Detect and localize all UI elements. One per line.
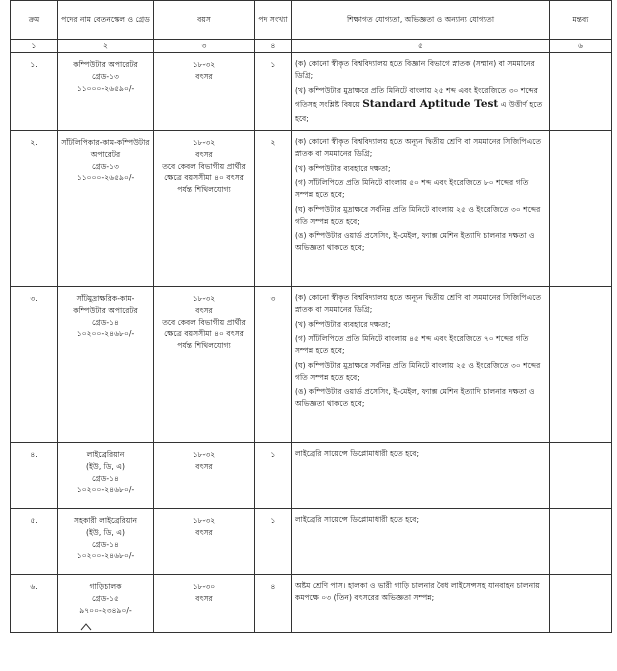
table-row (11, 575, 612, 633)
post-cell (58, 575, 154, 633)
column-number: ৩ (154, 40, 255, 53)
post-cell (58, 509, 154, 575)
qualification-item: (ক) কোনো স্বীকৃত বিশ্ববিদ্যালয় হতে বিজ্ঞান বিভাগে স্নাতক (সম্মান) বা সমমানের ডিগ্রি; (295, 59, 535, 80)
age-relaxation-note: তবে কেবল বিভাগীয় প্রার্থীর ক্ষেত্রে বয়সসীমা ৪০ বৎসর পর্যন্ত শিথিলযোগ্য (162, 161, 246, 195)
qualification-english-term: Standard Aptitude Test (362, 98, 499, 111)
qualification-cell (292, 509, 550, 575)
recruitment-table (10, 0, 612, 633)
count-cell: ৩ (255, 287, 292, 443)
serial-cell: ৬. (11, 575, 58, 633)
age-cell (154, 131, 255, 287)
table-row (11, 287, 612, 443)
qualification-item: (গ) সাঁটলিপিতে প্রতি মিনিটে বাংলায় ৪৫ শব্দ এবং ইংরেজিতে ৭০ শব্দের গতি সম্পন্ন হতে হবে; (295, 334, 529, 356)
remarks-cell (550, 131, 612, 287)
post-title: সাঁটমুদ্রাক্ষরিক-কাম-কম্পিউটার অপারেটর (73, 294, 138, 315)
qualification-item: লাইব্রেরি সায়েন্সে ডিপ্লোমাধারী হতে হবে; (295, 449, 420, 458)
age-cell (154, 53, 255, 131)
table-row (11, 509, 612, 575)
serial-cell: ৪. (11, 443, 58, 509)
remarks-cell (550, 509, 612, 575)
table-row (11, 53, 612, 131)
age-cell (154, 509, 255, 575)
post-cell (58, 53, 154, 131)
serial-cell: ৫. (11, 509, 58, 575)
qualification-item: (ক) কোনো স্বীকৃত বিশ্ববিদ্যালয় হতে অন্যূন দ্বিতীয় শ্রেণি বা সমমানের সিজিপিএতে স্নাতক বা সমমানের ডিগ্রি; (295, 293, 542, 314)
post-cell (58, 131, 154, 287)
post-title: গাড়িচালক (89, 582, 122, 591)
qualification-item: (খ) কম্পিউটার ব্যবহারে দক্ষতা; (295, 319, 391, 329)
post-title: কম্পিউটার অপারেটর (73, 60, 138, 69)
remarks-cell (550, 443, 612, 509)
age-range: ১৮-৩২ (192, 450, 216, 459)
age-range: ১৮-৩২ (192, 138, 216, 147)
column-number: ৪ (255, 40, 292, 53)
qualification-item (295, 85, 546, 125)
header-count: পদ সংখ্যা (255, 1, 292, 40)
age-range: ১৮-৩০ (192, 582, 216, 591)
count-cell: ১ (255, 509, 292, 575)
post-grade: গ্রেড-১৩ (92, 161, 119, 171)
age-range: ১৮-৩২ (192, 516, 216, 525)
age-unit: বৎসর (195, 461, 213, 471)
header-age: বয়স (154, 1, 255, 40)
age-cell (154, 443, 255, 509)
age-relaxation-note: তবে কেবল বিভাগীয় প্রার্থীর ক্ষেত্রে বয়সসীমা ৪০ বৎসর পর্যন্ত শিথিলযোগ্য (162, 317, 246, 351)
qualification-cell (292, 53, 550, 131)
table-row (11, 443, 612, 509)
qualification-item: অষ্টম শ্রেণি পাস। হালকা ও ভারী গাড়ি চালনার বৈধ লাইসেন্সসহ যানবাহন চালনায় কমপক্ষে ০৩ (তিন) বৎসরের অভিজ্ঞতা সম্পন্ন; (295, 581, 540, 602)
age-unit: বৎসর (195, 149, 213, 159)
qualification-item: (ক) কোনো স্বীকৃত বিশ্ববিদ্যালয় হতে অন্যূন দ্বিতীয় শ্রেণি বা সমমানের সিজিপিএতে স্নাতক বা সমমানের ডিগ্রি; (295, 137, 542, 158)
remarks-cell (550, 287, 612, 443)
column-number: ২ (58, 40, 154, 53)
age-range: ১৮-৩২ (192, 294, 216, 303)
post-grade: গ্রেড-১৩ (92, 71, 119, 81)
age-cell (154, 287, 255, 443)
post-cell (58, 287, 154, 443)
post-department: (ইউ, ডি, এ) (86, 527, 125, 537)
column-number: ৫ (292, 40, 550, 53)
header-qualifications: শিক্ষাগত যোগ্যতা, অভিজ্ঞতা ও অন্যান্য যোগ্যতা (292, 1, 550, 40)
count-cell: ১ (255, 53, 292, 131)
post-scale: ৯৭০০-২৩৪৯০/- (79, 605, 132, 615)
age-unit: বৎসর (195, 527, 213, 537)
age-unit: বৎসর (195, 593, 213, 603)
post-title: সাঁটলিপিকার-কাম-কম্পিউটার অপারেটর (61, 138, 150, 159)
header-remarks: মন্তব্য (550, 1, 612, 40)
remarks-cell (550, 575, 612, 633)
header-post: পদের নাম বেতনস্কেল ও গ্রেড (58, 1, 154, 40)
qualification-cell (292, 287, 550, 443)
qualification-text: এ উত্তীর্ণ হতে হবে; (295, 100, 543, 123)
qualification-item: লাইব্রেরি সায়েন্সে ডিপ্লোমাধারী হতে হবে; (295, 515, 420, 524)
post-title: লাইব্রেরিয়ান (86, 450, 125, 459)
count-cell: ৪ (255, 575, 292, 633)
qualification-cell (292, 443, 550, 509)
remarks-cell (550, 53, 612, 131)
age-unit: বৎসর (195, 305, 213, 315)
post-grade: গ্রেড-১৪ (92, 473, 119, 483)
serial-cell: ৩. (11, 287, 58, 443)
post-title: সহকারী লাইব্রেরিয়ান (73, 516, 138, 525)
post-cell (58, 443, 154, 509)
post-grade: গ্রেড-১৪ (92, 317, 119, 327)
qualification-item: (ঘ) কম্পিউটার মুদ্রাক্ষরে সর্বনিম্ন প্রতি মিনিটে বাংলায় ২৫ ও ইংরেজিতে ৩০ শব্দের গতি সম্পন্ন হতে হবে; (295, 204, 541, 226)
post-grade: গ্রেড-১৪ (92, 539, 119, 549)
qualification-item: (ঘ) কম্পিউটার মুদ্রাক্ষরে সর্বনিম্ন প্রতি মিনিটে বাংলায় ২৫ ও ইংরেজিতে ৩০ শব্দের গতি সম্পন্ন হতে হবে; (295, 360, 541, 382)
count-cell: ২ (255, 131, 292, 287)
post-scale: ১০২০০-২৪৬৮০/- (76, 485, 135, 495)
age-range: ১৮-৩২ (192, 60, 216, 69)
header-row (11, 1, 612, 40)
serial-cell: ২. (11, 131, 58, 287)
qualification-text: (খ) কম্পিউটার মুদ্রাক্ষরে প্রতি মিনিটে বাংলায় ২৫ শব্দ এবং ইংরেজিতে ৩০ শব্দের গতিসহ সংশ্লিষ্ট বিষয়ে (295, 85, 538, 110)
serial-cell: ১. (11, 53, 58, 131)
qualification-cell (292, 575, 550, 633)
recruitment-table-page (10, 0, 611, 633)
post-scale: ১০২০০-২৪৬৮০/- (76, 329, 135, 339)
post-scale: ১১০০০-২৬৫৯০/- (76, 173, 135, 183)
qualification-item: (ঙ) কম্পিউটার ওয়ার্ড প্রসেসিং, ই-মেইল, ফ্যাক্স মেশিন ইত্যাদি চালনার দক্ষতা ও অভিজ্ঞতা থাকতে হবে; (295, 387, 535, 409)
qualification-cell (292, 131, 550, 287)
qualification-item: (গ) সাঁটলিপিতে প্রতি মিনিটে বাংলায় ৫০ শব্দ এবং ইংরেজিতে ৮০ শব্দের গতি সম্পন্ন হতে হবে; (295, 178, 529, 200)
post-scale: ১১০০০-২৬৫৯০/- (76, 83, 135, 93)
scan-mark-icon (80, 623, 92, 631)
post-scale: ১০২০০-২৪৬৮০/- (76, 551, 135, 561)
column-number: ৬ (550, 40, 612, 53)
post-department: (ইউ, ডি, এ) (86, 461, 125, 471)
column-number-row (11, 40, 612, 53)
qualification-item: (খ) কম্পিউটার ব্যবহারে দক্ষতা; (295, 163, 391, 173)
age-unit: বৎসর (195, 71, 213, 81)
post-grade: গ্রেড-১৫ (92, 593, 119, 603)
count-cell: ১ (255, 443, 292, 509)
header-serial: ক্রম (11, 1, 58, 40)
age-cell (154, 575, 255, 633)
table-row (11, 131, 612, 287)
column-number: ১ (11, 40, 58, 53)
qualification-item: (ঙ) কম্পিউটার ওয়ার্ড প্রসেসিং, ই-মেইল, ফ্যাক্স মেশিন ইত্যাদি চালনার দক্ষতা ও অভিজ্ঞতা থাকতে হবে; (295, 231, 535, 253)
